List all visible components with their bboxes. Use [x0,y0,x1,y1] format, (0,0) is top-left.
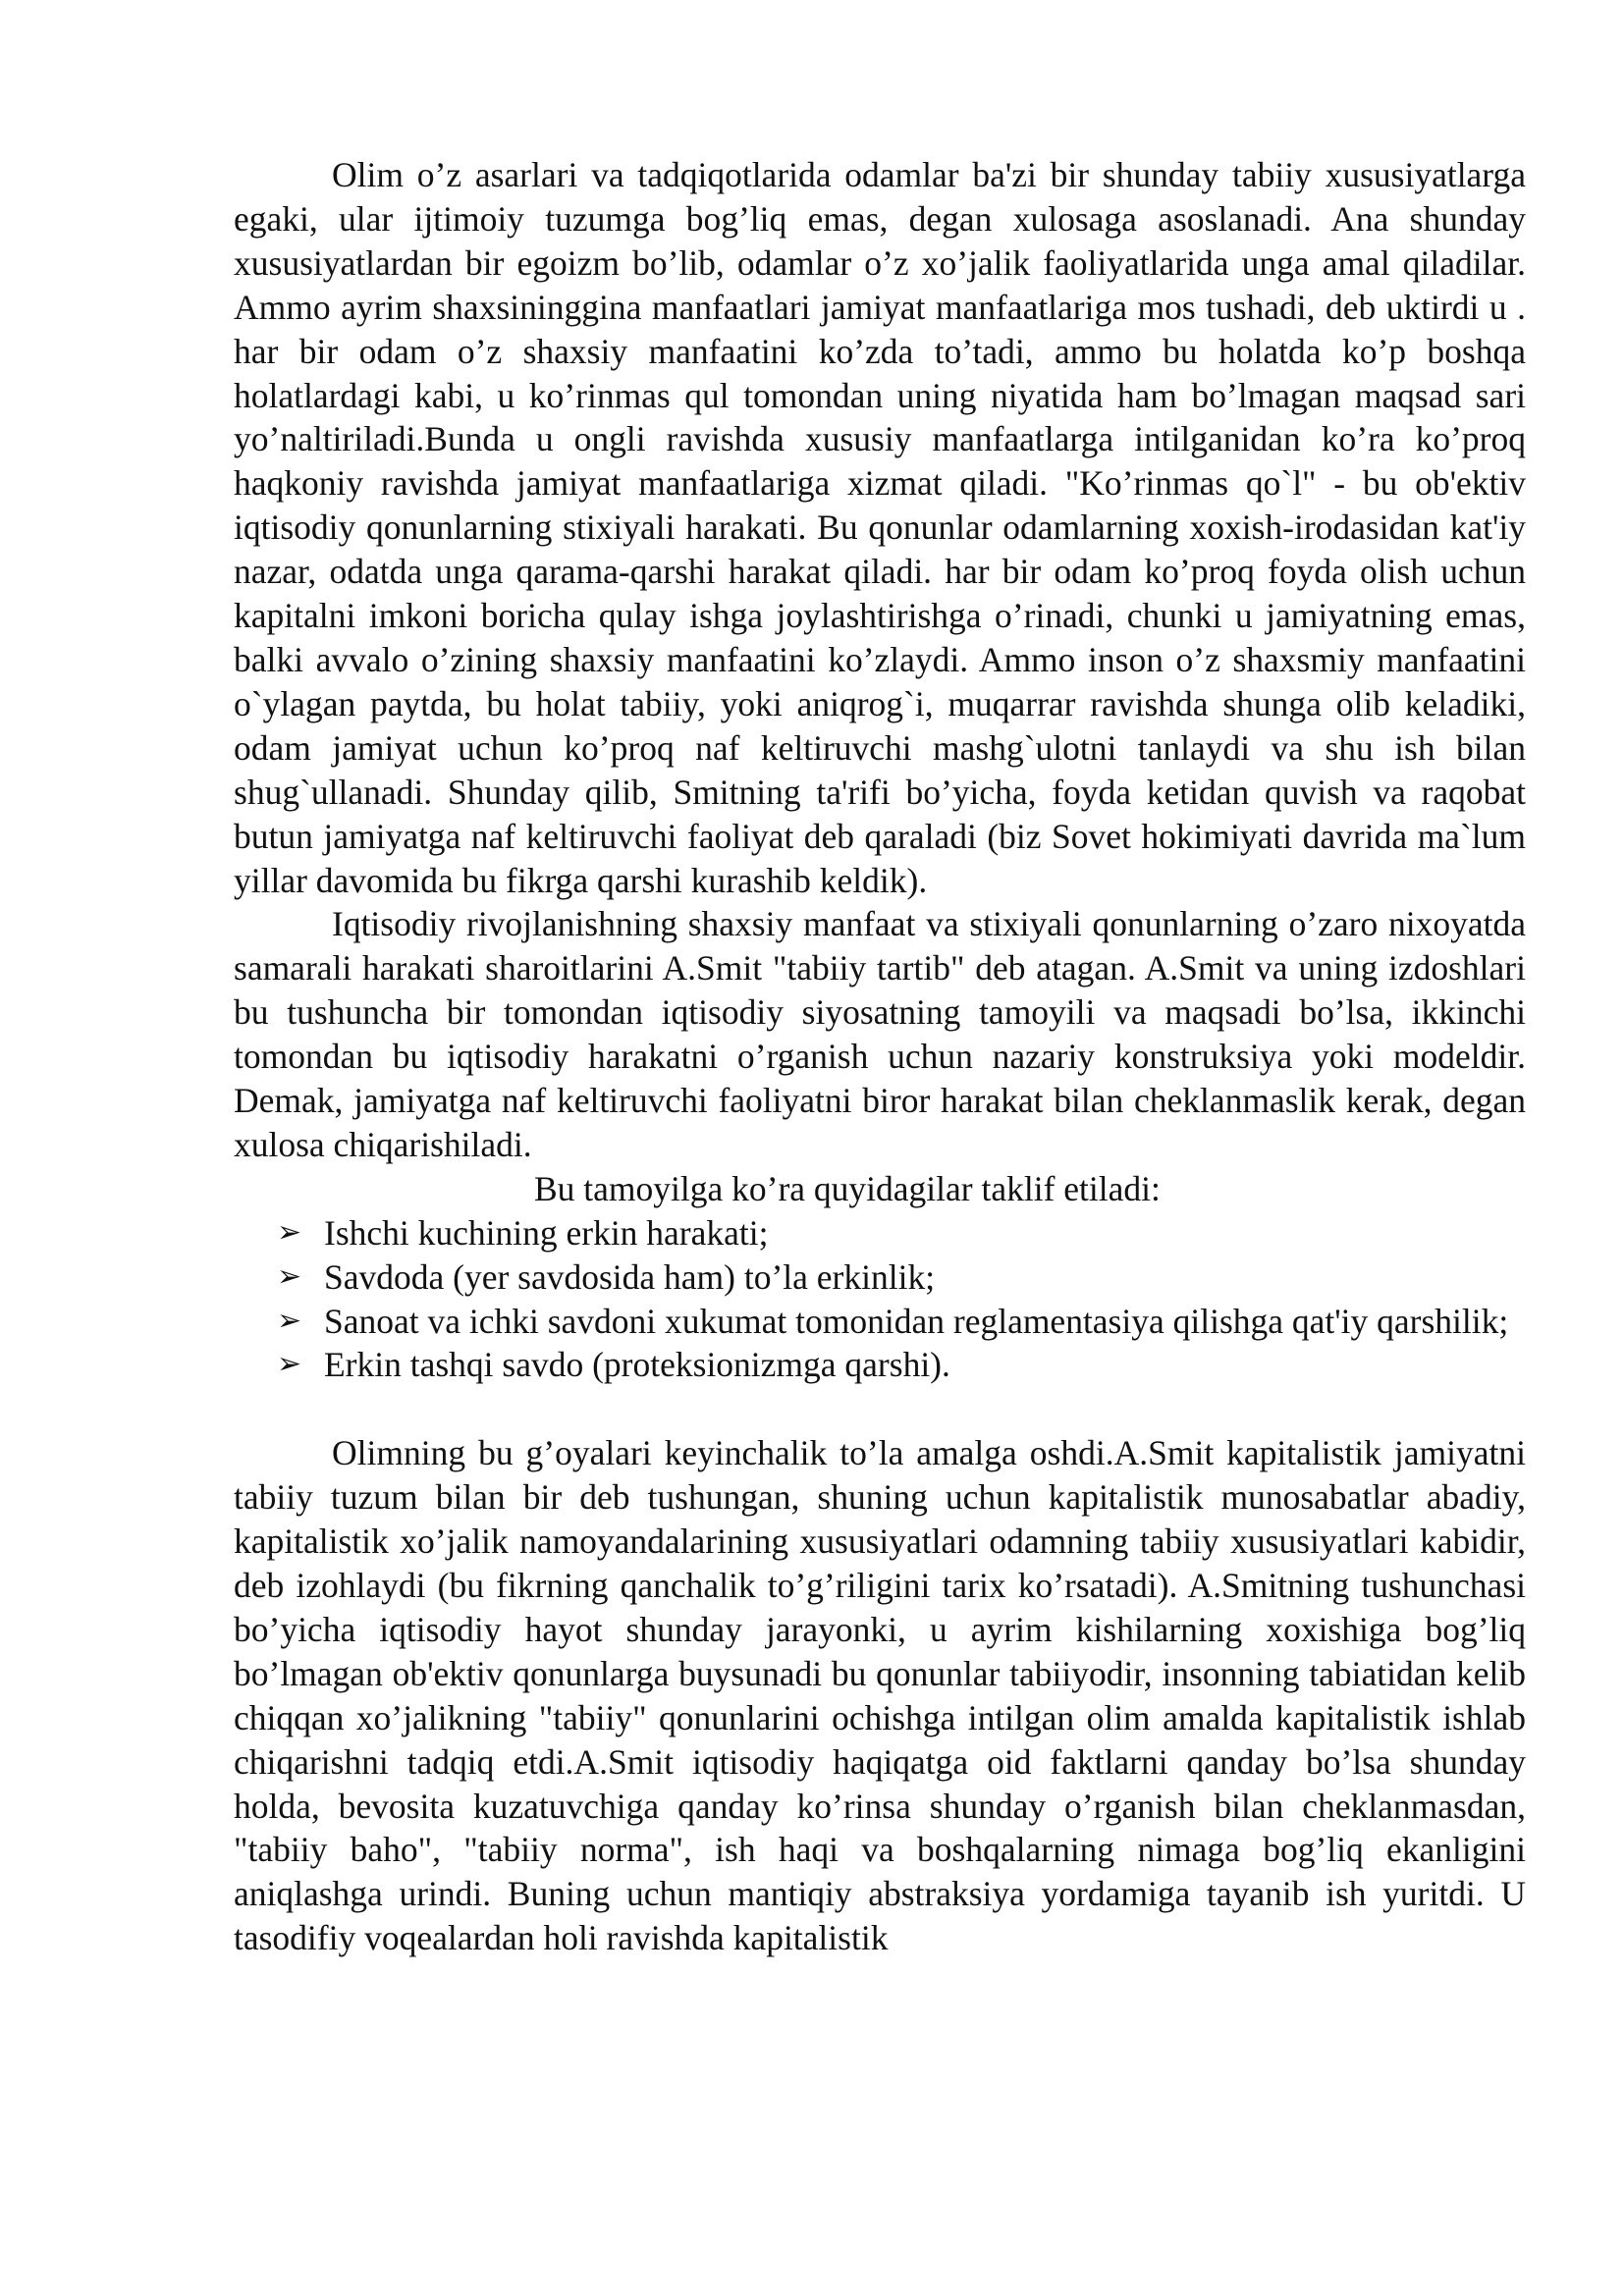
arrow-bullet-icon: ➢ [277,1304,302,1337]
list-item-text: Erkin tashqi savdo (proteksionizmga qarshi). [324,1345,950,1385]
document-page [234,153,1526,1960]
list-item [277,1255,1526,1300]
arrow-bullet-icon: ➢ [277,1215,302,1249]
arrow-bullet-icon: ➢ [277,1348,302,1381]
list-item-text: Ishchi kuchining erkin harakati; [324,1212,769,1253]
list-intro: Bu tamoyilga ko’ra quyidagilar taklif etiladi: [534,1168,1161,1208]
paragraph-1: Olim o’z asarlari va tadqiqotlarida odamlar ba'zi bir shunday tabiiy xususiyatlarga egaki, ular ijtimoiy tuzumga bog’liq emas, degan xulosaga asoslanadi. Ana shunday xususiyatlardan bir egoizm bo’lib, odamlar o’z xo’jalik faoliyatlarida unga amal qiladilar. Ammo ayrim shaxsininggina manfaatlari jamiyat manfaatlariga mos tushadi, deb uktirdi u . har bir odam o’z shaxsiy manfaatini ko’zda to’tadi, ammo bu holatda ko’p boshqa holatlardagi kabi, u ko’rinmas qul tomondan uning niyatida ham bo’lmagan maqsad sari yo’naltiriladi.Bunda u ongli ravishda xususiy manfaatlarga intilganidan ko’ra ko’proq haqkoniy ravishda jamiyat manfaatlariga xizmat qiladi. "Ko’rinmas qo`l" - bu ob'ektiv iqtisodiy qonunlarning stixiyali harakati. Bu qonunlar odamlarning xoxish-irodasidan kat'iy nazar, odatda unga qarama-qarshi harakat qiladi. har bir odam ko’proq foyda olish uchun kapitalni imkoni boricha qulay ishga joylashtirishga o’rinadi, chunki u jamiyatning emas, balki avvalo o’zining shaxsiy manfaatini ko’zlaydi. Ammo inson o’z shaxsmiy manfaatini o`ylagan paytda, bu holat tabiiy, yoki aniqrog`i, muqarrar ravishda shunga olib keladiki, odam jamiyat uchun ko’proq naf keltiruvchi mashg`ulotni tanlaydi va shu ish bilan shug`ullanadi. Shunday qilib, Smitning ta'rifi bo’yicha, foyda ketidan quvish va raqobat butun jamiyatga naf keltiruvchi faoliyat deb qaraladi (biz Sovet hokimiyati davrida ma`lum yillar davomida bu fikrga qarshi kurashib keldik). [234,155,1526,900]
list-item [277,1300,1526,1344]
paragraph-2: Iqtisodiy rivojlanishning shaxsiy manfaat va stixiyali qonunlarning o’zaro nixoyatda samarali harakati sharoitlarini A.Smit "tabiiy tartib" deb atagan. A.Smit va uning izdoshlari bu tushuncha bir tomondan iqtisodiy siyosatning tamoyili va maqsadi bo’lsa, ikkinchi tomondan bu iqtisodiy harakatni o’rganish uchun nazariy konstruksiya yoki modeldir. Demak, jamiyatga naf keltiruvchi faoliyatni biror harakat bilan cheklanmaslik kerak, degan xulosa chiqarishiladi. [234,904,1526,1164]
arrow-bullet-icon: ➢ [277,1259,302,1293]
list-item-text: Sanoat va ichki savdoni xukumat tomonidan reglamentasiya qilishga qat'iy qarshilik; [324,1301,1509,1341]
list-item [277,1343,1526,1387]
bullet-list [234,1211,1526,1388]
blank-line [234,1387,1526,1431]
paragraph-3: Olimning bu g’oyalari keyinchalik to’la amalga oshdi.A.Smit kapitalistik jamiyatni tabiiy tuzum bilan bir deb tushungan, shuning uchun kapitalistik munosabatlar abadiy, kapitalistik xo’jalik namoyandalarining xususiyatlari odamning tabiiy xususiyatlari kabidir, deb izohlaydi (bu fikrning qanchalik to’g’riligini tarix ko’rsatadi). A.Smitning tushunchasi bo’yicha iqtisodiy hayot shunday jarayonki, u ayrim kishilarning xoxishiga bog’liq bo’lmagan ob'ektiv qonunlarga buysunadi bu qonunlar tabiiyodir, insonning tabiatidan kelib chiqqan xo’jalikning "tabiiy" qonunlarini ochishga intilgan olim amalda kapitalistik ishlab chiqarishni tadqiq etdi.A.Smit iqtisodiy haqiqatga oid faktlarni qanday bo’lsa shunday holda, bevosita kuzatuvchiga qanday ko’rinsa shunday o’rganish bilan cheklanmasdan, "tabiiy baho", "tabiiy norma", ish haqi va boshqalarning nimaga bog’liq ekanligini aniqlashga urindi. Buning uchun mantiqiy abstraksiya yordamiga tayanib ish yuritdi. U tasodifiy voqealardan holi ravishda kapitalistik [234,1433,1526,1958]
list-item [277,1211,1526,1255]
list-item-text: Savdoda (yer savdosida ham) to’la erkinlik; [324,1256,936,1297]
